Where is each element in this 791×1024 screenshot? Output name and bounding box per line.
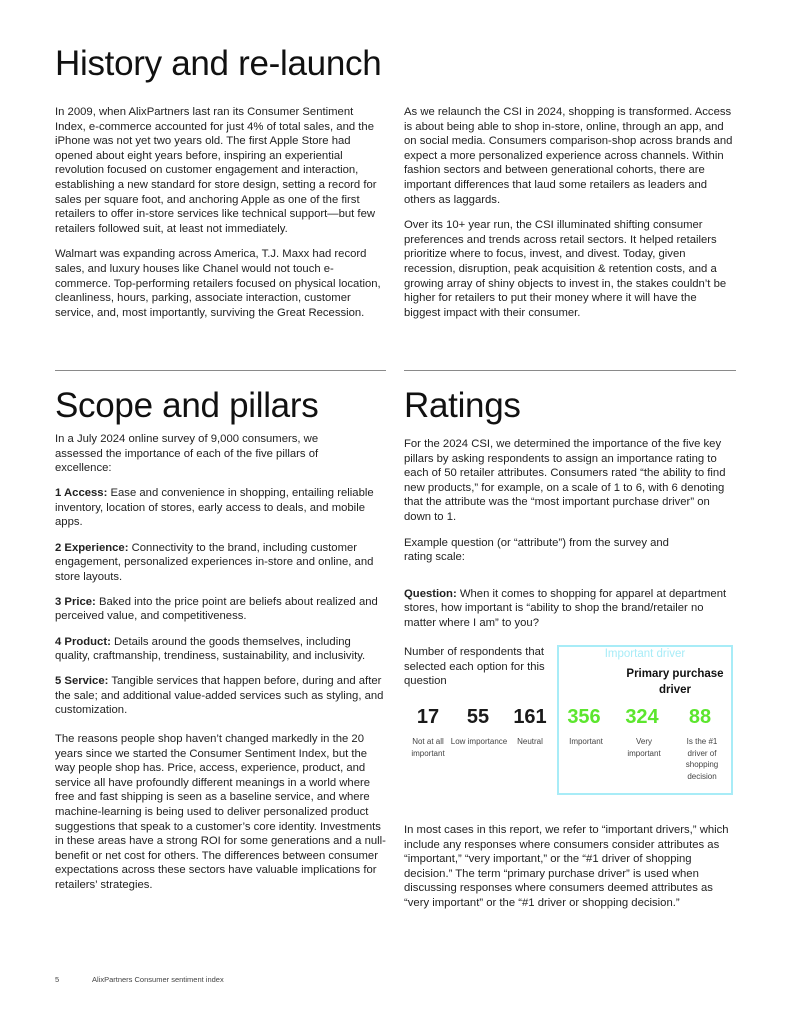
section-divider: [404, 370, 736, 371]
pillar-item: [55, 595, 387, 624]
ratings-title: Ratings: [404, 386, 521, 425]
section-divider: [55, 370, 386, 371]
survey-question: [404, 587, 736, 631]
pillar-text: Ease and convenience in shopping, entailing reliable inventory, location of stores, early access to deals, and mobile apps.: [55, 487, 374, 529]
respondent-count: 55: [466, 706, 490, 728]
pillar-item: [55, 674, 387, 718]
primary-driver-label: Primary purchase driver: [626, 668, 724, 696]
pillar-item: [55, 486, 387, 530]
respondent-count: 356: [567, 706, 601, 728]
rating-option-label: Low importance: [450, 737, 508, 746]
scope-title: Scope and pillars: [55, 386, 319, 425]
respondent-count: 88: [688, 706, 712, 728]
respondent-count: 161: [513, 706, 547, 728]
pillar-label: 4 Product:: [55, 635, 111, 648]
scope-intro: In a July 2024 online survey of 9,000 consumers, we assessed the importance of each of the five pillars of excellence:: [55, 433, 319, 475]
pillar-text: Connectivity to the brand, including customer engagement, personalized experiences in-store and online, and store layouts.: [55, 541, 374, 583]
history-paragraph: Walmart was expanding across America, T.J. Maxx had record sales, and luxury houses like Chanel would not touch e-commerce. Top-performing retailers focused on physical location, cleanliness, hours, parking, associate interaction, customer service, and, most importantly, surviving the Great Recession.: [55, 248, 381, 319]
pillar-label: 2 Experience:: [55, 541, 129, 554]
pillar-item: [55, 635, 387, 664]
ratings-column: [404, 437, 736, 642]
pillar-text: Tangible services that happen before, during and after the sale; and additional value-added services such as styling, and customization.: [55, 675, 384, 717]
rating-option-label: Not at all important: [411, 737, 445, 758]
footer-publication: AlixPartners Consumer sentiment index: [92, 975, 224, 984]
pillar-text: Baked into the price point are beliefs about realized and perceived value, and competitiveness.: [55, 595, 378, 623]
pillar-item: [55, 541, 387, 585]
pillar-label: 5 Service:: [55, 675, 109, 688]
history-paragraph: As we relaunch the CSI in 2024, shopping is transformed. Access is about being able to shop in-store, online, through an app, and on social media. Consumers comparison-shop across brands and expect a more personalized experience across channels. Within fashion sectors and between generational cohorts, there are important differences that laud some retailers as leaders and others as laggards.: [404, 106, 733, 206]
history-paragraph: In 2009, when AlixPartners last ran its Consumer Sentiment Index, e-commerce accounted for just 4% of total sales, and the iPhone was not yet two years old. The first Apple Store had opened about eight years before, inspiring an experiential revolution focused on customer engagement and interaction, establishing a new standard for store design, setting a record for sales per square foot, and anchoring Apple as one of the first retailers to offer in-store services like technical support—but few retailers followed suit, at least not immediately.: [55, 106, 377, 235]
rating-option-label: Important: [569, 737, 603, 746]
pillar-label: 1 Access:: [55, 487, 108, 500]
respondent-count: 324: [625, 706, 659, 728]
pillar-text: Details around the goods themselves, including quality, craftmanship, trendiness, sustainability, and inclusivity.: [55, 635, 366, 663]
page-number: 5: [55, 975, 60, 984]
rating-option-label: Is the #1 driver of shopping decision: [685, 737, 719, 781]
ratings-example-label: Example question (or “attribute”) from the survey and rating scale:: [404, 536, 669, 564]
history-title: History and re-launch: [55, 44, 382, 83]
respondent-count: 17: [416, 706, 440, 728]
pillar-label: 3 Price:: [55, 595, 96, 608]
rating-option-label: Neutral: [517, 737, 543, 746]
respondents-label: Number of respondents that selected each option for this question: [404, 646, 545, 688]
scope-closing: The reasons people shop haven’t changed markedly in the 20 years since we started the Consumer Sentiment Index, but the way people shop has. Price, access, experience, product, and service all have profoundly different meanings in a world where free and fast shipping is seen as a baseline service, and where machine-learning is being used to deliver personalized product suggestions that speak to a customer’s core identity. Investments in these areas have a strong ROI for some generations and a null-benefit or net cost for others. The differences between consumer expectations across these sectors have valuable implications for retailers’ strategies.: [55, 733, 386, 891]
important-driver-label: Important driver: [604, 648, 686, 660]
history-right-column: [404, 105, 736, 331]
ratings-intro: For the 2024 CSI, we determined the importance of the five key pillars by asking respondents to assign an importance rating to each of 50 retailer attributes. Consumers rated “the ability to find new products,” for example, on a scale of 1 to 6, with 6 denoting that the attribute was the “most important purchase driver” on down to 1.: [404, 438, 726, 523]
history-left-column: [55, 105, 387, 331]
history-paragraph: Over its 10+ year run, the CSI illuminated shifting consumer preferences and trends across retail sectors. It helped retailers prioritize where to focus, invest, and divest. Today, given recession, disruption, peak acquisition & retention costs, and a growing array of shiny objects to invest in, the stakes couldn’t be higher for retailers to put their money where it will have the biggest impact with their consumer.: [404, 219, 727, 319]
question-text: When it comes to shopping for apparel at department stores, how important is “ability to shop the brand/retailer no matter where I am” to you?: [404, 587, 727, 629]
question-label: Question:: [404, 587, 457, 600]
rating-option-label: Very important: [627, 737, 661, 758]
scope-column: [55, 432, 387, 903]
ratings-closing: In most cases in this report, we refer to “important drivers,” which include any responses where consumers consider attributes as “important,” “very important,” or the “#1 driver of shopping decision.” The term “primary purchase driver” is used when discussing responses where consumers deemed attributes as “very important” or the “#1 driver or shopping decision.”: [404, 824, 729, 909]
